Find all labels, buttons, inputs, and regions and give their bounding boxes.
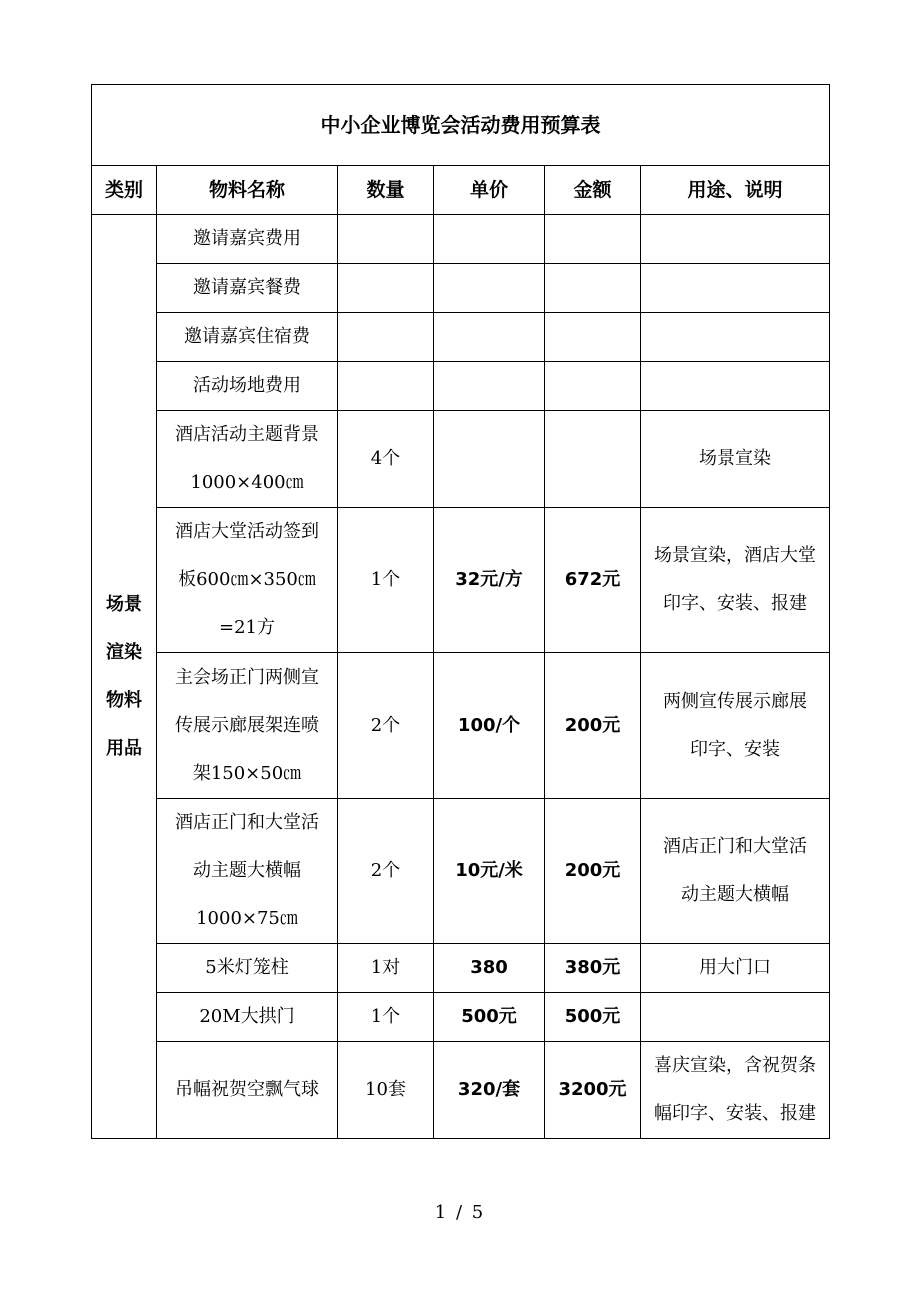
quantity-cell [338,215,434,264]
usage-note-cell [641,411,830,508]
item-name-cell [157,313,338,362]
unit-price-cell: 32元/方 [434,508,545,653]
unit-price-cell [434,215,545,264]
usage-note-cell [641,1042,830,1139]
item-name-line: 5米灯笼柱 [205,957,289,978]
amount-cell [545,313,641,362]
item-name-line: 酒店大堂活动签到 [175,521,319,542]
header-row [92,166,830,215]
quantity-cell [338,264,434,313]
item-name-line: 20M大拱门 [199,1006,295,1027]
usage-note-line: 酒店正门和大堂活 [663,836,808,857]
header-amount: 金额 [545,166,641,215]
table-row [92,508,830,653]
item-name-cell [157,944,338,993]
budget-table [91,84,830,1139]
usage-note-cell [641,993,830,1042]
amount-cell: 672元 [545,508,641,653]
amount-cell [545,362,641,411]
usage-note-cell [641,653,830,799]
quantity-cell: 1对 [338,944,434,993]
quantity-cell: 1个 [338,993,434,1042]
usage-note-cell [641,508,830,653]
usage-note-cell [641,264,830,313]
usage-note-line: 用大门口 [699,957,772,978]
item-name-line: 动主题大横幅 [193,860,301,881]
unit-price-cell: 500元 [434,993,545,1042]
usage-note-line: 场景宣染 [699,448,772,469]
category-line: 物料 [106,689,142,711]
quantity-cell: 2个 [338,653,434,799]
table-row [92,993,830,1042]
table-row [92,313,830,362]
usage-note-line: 印字、安装、报建 [663,593,808,614]
item-name-line: 1000×400㎝ [190,472,304,493]
usage-note-cell [641,944,830,993]
quantity-cell [338,313,434,362]
usage-note-cell [641,799,830,944]
amount-cell: 3200元 [545,1042,641,1139]
unit-price-cell: 100/个 [434,653,545,799]
amount-cell [545,264,641,313]
page-number: 1 / 5 [434,1202,486,1223]
unit-price-cell [434,362,545,411]
header-usage-note: 用途、说明 [641,166,830,215]
item-name-line: 主会场正门两侧宣 [175,666,319,688]
unit-price-cell [434,411,545,508]
table-row [92,1042,830,1139]
header-quantity: 数量 [338,166,434,215]
amount-cell: 380元 [545,944,641,993]
item-name-line: 邀请嘉宾费用 [193,228,301,249]
table-row [92,215,830,264]
amount-cell [545,215,641,264]
item-name-cell [157,1042,338,1139]
item-name-line: 吊幅祝贺空飘气球 [175,1079,319,1100]
item-name-line: 板600㎝×350㎝ [178,569,316,590]
category-line: 场景 [106,593,142,615]
usage-note-cell [641,313,830,362]
item-name-line: 酒店正门和大堂活 [175,812,319,833]
table-row [92,362,830,411]
usage-note-line: 两侧宣传展示廊展 [663,690,808,712]
header-item-name: 物料名称 [157,166,338,215]
amount-cell: 500元 [545,993,641,1042]
amount-cell [545,411,641,508]
table-row [92,944,830,993]
quantity-cell: 2个 [338,799,434,944]
table-row [92,411,830,508]
usage-note-line: 幅印字、安装、报建 [654,1103,817,1124]
usage-note-cell [641,362,830,411]
header-unit-price: 单价 [434,166,545,215]
item-name-line: 活动场地费用 [193,375,301,396]
amount-cell: 200元 [545,799,641,944]
category-line: 用品 [106,737,142,759]
item-name-cell [157,653,338,799]
item-name-cell [157,993,338,1042]
usage-note-line: 印字、安装 [690,738,781,760]
unit-price-cell [434,313,545,362]
item-name-line: 传展示廊展架连喷 [175,714,319,736]
quantity-cell: 4个 [338,411,434,508]
item-name-cell [157,264,338,313]
category-cell [92,215,157,1139]
usage-note-line: 动主题大横幅 [681,884,790,905]
title-row [92,85,830,166]
usage-note-line: 场景宣染，酒店大堂 [654,545,817,566]
item-name-cell [157,799,338,944]
table-title: 中小企业博览会活动费用预算表 [92,85,830,166]
category-line: 渲染 [106,641,142,663]
amount-cell: 200元 [545,653,641,799]
unit-price-cell: 10元/米 [434,799,545,944]
item-name-cell [157,215,338,264]
item-name-cell [157,362,338,411]
table-row [92,799,830,944]
item-name-line: 邀请嘉宾住宿费 [184,326,310,347]
item-name-cell [157,508,338,653]
header-category: 类别 [92,166,157,215]
table-row [92,264,830,313]
quantity-cell [338,362,434,411]
item-name-line: 架150×50㎝ [192,762,302,784]
item-name-line: 1000×75㎝ [196,908,298,929]
unit-price-cell: 380 [434,944,545,993]
item-name-line: 邀请嘉宾餐费 [193,277,301,298]
item-name-line: =21方 [219,617,275,638]
unit-price-cell [434,264,545,313]
item-name-cell [157,411,338,508]
usage-note-line: 喜庆宣染，含祝贺条 [654,1055,817,1076]
unit-price-cell: 320/套 [434,1042,545,1139]
usage-note-cell [641,215,830,264]
table-row [92,653,830,799]
quantity-cell: 1个 [338,508,434,653]
quantity-cell: 10套 [338,1042,434,1139]
item-name-line: 酒店活动主题背景 [175,424,319,445]
